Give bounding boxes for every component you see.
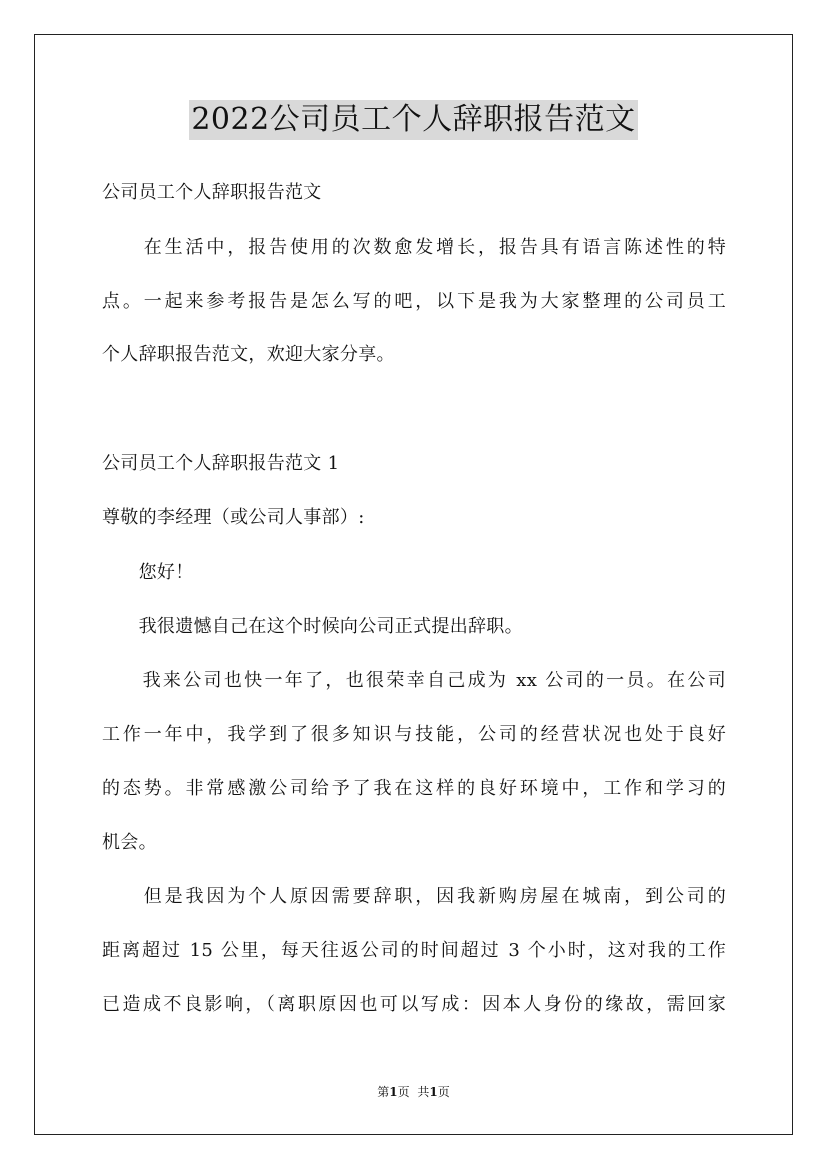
title-container [0,100,827,140]
page-number: 1 [389,1085,398,1099]
total-pages: 1 [429,1085,438,1099]
page-prefix: 第 [377,1085,390,1099]
document-title: 2022公司员工个人辞职报告范文 [189,100,637,140]
page-footer [0,1084,827,1100]
paragraph-line: 工作一年中，我学到了很多知识与技能，公司的经营状况也处于良好 [102,724,726,745]
salutation: 尊敬的李经理（或公司人事部）: [102,507,365,528]
page-suffix: 页 [397,1085,410,1099]
total-prefix: 共 [417,1085,430,1099]
greeting: 您好！ [102,562,194,583]
paragraph-line: 我来公司也快一年了，也很荣幸自己成为 xx 公司的一员。在公司 [102,670,726,691]
paragraph-line: 已造成不良影响，（离职原因也可以写成：因本人身份的缘故，需回家 [102,994,726,1015]
paragraph-line: 在生活中，报告使用的次数愈发增长，报告具有语言陈述性的特 [102,237,726,258]
total-suffix: 页 [437,1085,450,1099]
paragraph-line: 个人辞职报告范文，欢迎大家分享。 [102,344,395,365]
paragraph-line: 点。一起来参考报告是怎么写的吧，以下是我为大家整理的公司员工 [102,291,726,312]
section-heading: 公司员工个人辞职报告范文 1 [102,453,340,474]
paragraph-line: 但是我因为个人原因需要辞职，因我新购房屋在城南，到公司的 [102,886,726,907]
document-subtitle: 公司员工个人辞职报告范文 [102,182,322,203]
paragraph-line: 机会。 [102,832,157,853]
paragraph-line: 我很遗憾自己在这个时候向公司正式提出辞职。 [102,616,523,637]
paragraph-line: 的态势。非常感激公司给予了我在这样的良好环境中，工作和学习的 [102,778,726,799]
paragraph-line: 距离超过 15 公里，每天往返公司的时间超过 3 个小时，这对我的工作 [102,940,726,961]
